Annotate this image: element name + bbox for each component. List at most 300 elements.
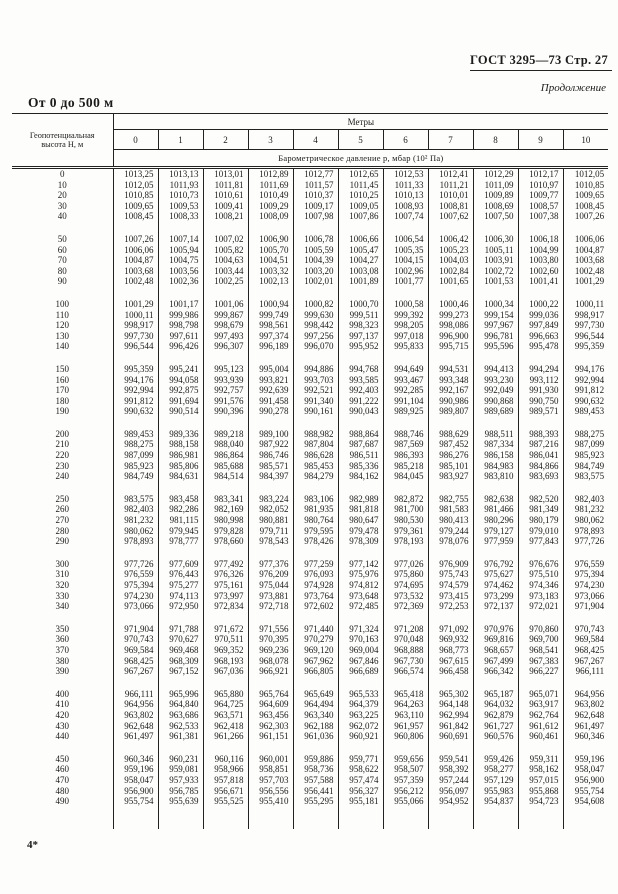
spacer-cell — [473, 612, 518, 624]
height-cell: 480 — [55, 785, 69, 796]
pressure-value-cell: 987,334 — [473, 439, 518, 450]
pressure-value-cell: 995,241 — [158, 364, 203, 375]
pressure-value-cell: 960,346 — [563, 731, 608, 742]
pressure-value-cell: 958,736 — [293, 764, 338, 775]
column-header-8: 8 — [473, 130, 518, 150]
pressure-value-cell: 1000,82 — [293, 299, 338, 310]
pressure-value-cell: 990,750 — [518, 396, 563, 407]
pressure-value-cell: 967,499 — [473, 656, 518, 667]
pressure-value-cell: 996,307 — [203, 341, 248, 352]
pressure-value-cell: 966,921 — [248, 666, 293, 677]
height-cell: 330 — [55, 590, 69, 601]
pressure-value-cell: 955,754 — [563, 786, 608, 797]
spacer-cell — [338, 677, 383, 689]
pressure-value-cell: 994,768 — [338, 364, 383, 375]
pressure-value-cell: 990,632 — [113, 406, 158, 417]
table-row — [12, 310, 608, 321]
table-row — [12, 211, 608, 222]
height-cell: 0 — [60, 169, 65, 179]
pressure-value-cell: 971,904 — [113, 624, 158, 635]
pressure-value-cell: 972,021 — [518, 601, 563, 612]
pressure-value-cell: 988,040 — [203, 439, 248, 450]
pressure-value-cell: 975,510 — [518, 569, 563, 580]
pressure-value-cell: 1010,25 — [338, 190, 383, 201]
column-header-6: 6 — [383, 130, 428, 150]
table-row — [12, 385, 608, 396]
table-row — [12, 786, 608, 797]
pressure-value-cell: 974,230 — [563, 580, 608, 591]
pressure-value-cell: 971,904 — [563, 601, 608, 612]
pressure-value-cell: 955,639 — [158, 796, 203, 807]
pressure-value-cell: 1003,32 — [248, 266, 293, 277]
pressure-value-cell: 955,066 — [383, 796, 428, 807]
pressure-value-cell: 998,798 — [158, 320, 203, 331]
pressure-value-cell: 999,273 — [428, 310, 473, 321]
height-cell — [12, 677, 113, 689]
spacer-cell — [383, 547, 428, 559]
pressure-value-cell: 982,989 — [338, 494, 383, 505]
pressure-value-cell: 1002,72 — [473, 266, 518, 277]
pressure-value-cell: 963,686 — [158, 710, 203, 721]
pressure-value-cell: 996,189 — [248, 341, 293, 352]
spacer-cell — [518, 547, 563, 559]
spacer-cell — [158, 677, 203, 689]
pressure-value-cell: 1002,84 — [428, 266, 473, 277]
pressure-value-cell: 956,900 — [113, 786, 158, 797]
pressure-value-cell: 1001,06 — [203, 299, 248, 310]
pressure-value-cell: 957,703 — [248, 775, 293, 786]
pressure-value-cell: 962,303 — [248, 721, 293, 732]
pressure-value-cell: 955,754 — [113, 796, 158, 807]
pressure-value-cell: 988,275 — [113, 439, 158, 450]
pressure-value-cell: 1006,90 — [248, 234, 293, 245]
pressure-value-cell: 980,413 — [428, 515, 473, 526]
pressure-value-cell: 1007,02 — [203, 234, 248, 245]
pressure-value-cell: 1007,14 — [158, 234, 203, 245]
height-cell — [12, 547, 113, 559]
pressure-value-cell: 1011,93 — [158, 180, 203, 191]
spacer-cell — [473, 742, 518, 754]
pressure-value-cell: 965,187 — [473, 689, 518, 700]
pressure-value-cell: 986,628 — [293, 450, 338, 461]
pressure-value-cell: 976,443 — [158, 569, 203, 580]
spacer-cell — [338, 547, 383, 559]
height-cell: 380 — [55, 655, 69, 666]
pressure-value-cell: 961,036 — [293, 731, 338, 742]
height-cell: 300 — [55, 558, 69, 569]
pressure-value-cell: 994,294 — [518, 364, 563, 375]
pressure-value-cell: 984,749 — [113, 471, 158, 482]
spacer-row — [12, 417, 608, 429]
pressure-value-cell: 979,595 — [293, 526, 338, 537]
pressure-value-cell: 1010,49 — [248, 190, 293, 201]
pressure-value-cell: 1000,70 — [338, 299, 383, 310]
pressure-value-cell: 999,036 — [518, 310, 563, 321]
height-cell: 130 — [55, 330, 69, 341]
pressure-value-cell: 978,893 — [113, 536, 158, 547]
height-cell: 170 — [55, 385, 69, 396]
height-cell: 60 — [57, 244, 67, 255]
pressure-value-cell: 985,336 — [338, 461, 383, 472]
spacer-cell — [563, 612, 608, 624]
pressure-value-cell: 967,267 — [113, 666, 158, 677]
pressure-value-cell: 962,533 — [158, 721, 203, 732]
height-cell: 320 — [55, 580, 69, 590]
pressure-value-cell: 997,137 — [338, 331, 383, 342]
spacer-cell — [563, 742, 608, 754]
pressure-value-cell: 966,227 — [518, 666, 563, 677]
pressure-value-cell: 1000,94 — [248, 299, 293, 310]
pressure-value-cell: 974,462 — [473, 580, 518, 591]
height-cell: 80 — [57, 265, 67, 276]
spacer-cell — [113, 417, 158, 429]
spacer-cell — [203, 417, 248, 429]
pressure-value-cell: 986,981 — [158, 450, 203, 461]
pressure-value-cell: 1010,97 — [518, 180, 563, 191]
pressure-value-cell: 961,957 — [383, 721, 428, 732]
pressure-value-cell: 986,041 — [518, 450, 563, 461]
pressure-value-cell: 1001,89 — [338, 276, 383, 287]
pressure-value-cell: 1009,77 — [518, 190, 563, 201]
pressure-value-cell: 984,983 — [473, 461, 518, 472]
pressure-value-cell: 959,311 — [518, 754, 563, 765]
pressure-value-cell: 987,452 — [428, 439, 473, 450]
pressure-value-cell: 972,369 — [383, 601, 428, 612]
pressure-value-cell: 1011,69 — [248, 180, 293, 191]
pressure-value-cell: 976,209 — [248, 569, 293, 580]
pressure-value-cell: 988,158 — [158, 439, 203, 450]
pressure-value-cell: 978,426 — [293, 536, 338, 547]
pressure-value-cell: 977,259 — [293, 559, 338, 570]
pressure-value-cell: 958,047 — [563, 764, 608, 775]
spacer-cell — [293, 547, 338, 559]
pressure-value-cell: 961,381 — [158, 731, 203, 742]
pressure-value-cell: 990,514 — [158, 406, 203, 417]
pressure-value-cell: 997,018 — [383, 331, 428, 342]
spacer-cell — [158, 807, 203, 829]
pressure-value-cell: 966,111 — [563, 666, 608, 677]
column-header-9: 9 — [518, 130, 563, 150]
pressure-value-cell: 954,723 — [518, 796, 563, 807]
pressure-value-cell: 968,888 — [383, 645, 428, 656]
table-row — [12, 536, 608, 547]
pressure-value-cell: 955,295 — [293, 796, 338, 807]
pressure-value-cell: 959,196 — [113, 764, 158, 775]
pressure-value-cell: 996,781 — [473, 331, 518, 342]
pressure-value-cell: 1005,11 — [473, 245, 518, 256]
height-cell: 230 — [55, 460, 69, 471]
pressure-value-cell: 968,193 — [203, 656, 248, 667]
table-row — [12, 364, 608, 375]
height-cell: 20 — [57, 190, 67, 201]
pressure-value-cell: 954,952 — [428, 796, 473, 807]
height-cell — [12, 222, 113, 234]
pressure-value-cell: 986,393 — [383, 450, 428, 461]
pressure-value-cell: 1004,99 — [518, 245, 563, 256]
pressure-value-cell: 981,349 — [518, 504, 563, 515]
pressure-value-cell: 956,671 — [203, 786, 248, 797]
pressure-value-cell: 962,188 — [293, 721, 338, 732]
height-cell: 220 — [55, 450, 69, 461]
meters-header: Метры — [113, 114, 608, 130]
pressure-value-cell: 961,497 — [113, 731, 158, 742]
height-cell — [12, 482, 113, 494]
spacer-cell — [428, 287, 473, 299]
pressure-value-cell: 1004,03 — [428, 255, 473, 266]
pressure-value-cell: 995,359 — [563, 341, 608, 352]
pressure-value-cell: 976,559 — [563, 559, 608, 570]
pressure-value-cell: 980,764 — [293, 515, 338, 526]
spacer-cell — [338, 612, 383, 624]
pressure-value-cell: 982,520 — [518, 494, 563, 505]
pressure-value-cell: 969,584 — [563, 634, 608, 645]
pressure-value-cell: 1001,65 — [428, 276, 473, 287]
pressure-value-cell: 959,426 — [473, 754, 518, 765]
table-row — [12, 450, 608, 461]
spacer-cell — [248, 547, 293, 559]
pressure-value-cell: 1005,82 — [203, 245, 248, 256]
pressure-value-cell: 993,467 — [383, 375, 428, 386]
pressure-value-cell: 1010,61 — [203, 190, 248, 201]
pressure-value-cell: 984,631 — [158, 471, 203, 482]
pressure-value-cell: 958,162 — [518, 764, 563, 775]
height-cell: 190 — [55, 406, 69, 417]
pressure-value-cell: 996,426 — [158, 341, 203, 352]
pressure-value-cell: 991,340 — [293, 396, 338, 407]
pressure-value-cell: 976,326 — [203, 569, 248, 580]
pressure-value-cell: 985,101 — [428, 461, 473, 472]
table-row — [12, 775, 608, 786]
pressure-value-cell: 967,615 — [428, 656, 473, 667]
pressure-value-cell: 999,630 — [293, 310, 338, 321]
pressure-value-cell: 1008,69 — [473, 201, 518, 212]
pressure-value-cell: 989,689 — [473, 406, 518, 417]
pressure-value-cell: 989,453 — [563, 406, 608, 417]
pressure-value-cell: 955,410 — [248, 796, 293, 807]
height-cell: 470 — [55, 774, 69, 785]
pressure-value-cell: 985,688 — [203, 461, 248, 472]
spacer-cell — [473, 482, 518, 494]
spacer-cell — [203, 742, 248, 754]
table-row — [12, 266, 608, 277]
spacer-cell — [113, 352, 158, 364]
pressure-value-cell: 994,176 — [563, 364, 608, 375]
pressure-value-cell: 997,849 — [518, 320, 563, 331]
pressure-value-cell: 960,461 — [518, 731, 563, 742]
height-cell: 150 — [55, 363, 69, 374]
page-number: Стр. 27 — [565, 53, 608, 67]
table-row — [12, 320, 608, 331]
pressure-value-cell: 1001,77 — [383, 276, 428, 287]
table-row — [12, 710, 608, 721]
spacer-cell — [428, 222, 473, 234]
pressure-value-cell: 1004,51 — [248, 255, 293, 266]
height-cell — [12, 417, 113, 429]
pressure-value-cell: 1007,50 — [473, 211, 518, 222]
pressure-value-cell: 957,588 — [293, 775, 338, 786]
table-row — [12, 569, 608, 580]
pressure-value-cell: 987,922 — [248, 439, 293, 450]
spacer-row — [12, 482, 608, 494]
height-cell: 10 — [57, 179, 67, 190]
pressure-value-cell: 980,530 — [383, 515, 428, 526]
height-cell: 340 — [55, 601, 69, 612]
pressure-value-cell: 972,137 — [473, 601, 518, 612]
pressure-value-cell: 956,556 — [248, 786, 293, 797]
spacer-cell — [293, 612, 338, 624]
table-row — [12, 754, 608, 765]
spacer-cell — [338, 482, 383, 494]
pressure-value-cell: 998,917 — [563, 310, 608, 321]
pressure-value-cell: 977,726 — [113, 559, 158, 570]
pressure-value-cell: 1010,37 — [293, 190, 338, 201]
pressure-value-cell: 1003,20 — [293, 266, 338, 277]
pressure-value-cell: 977,376 — [248, 559, 293, 570]
pressure-value-cell: 965,418 — [383, 689, 428, 700]
pressure-value-cell: 973,415 — [428, 591, 473, 602]
pressure-value-cell: 963,802 — [563, 699, 608, 710]
pressure-value-cell: 981,818 — [338, 504, 383, 515]
table-row — [12, 429, 608, 440]
pressure-value-cell: 958,047 — [113, 775, 158, 786]
pressure-value-cell: 1002,60 — [518, 266, 563, 277]
pressure-value-cell: 1001,29 — [113, 299, 158, 310]
pressure-value-cell: 965,764 — [248, 689, 293, 700]
pressure-value-cell: 992,403 — [338, 385, 383, 396]
table-row — [12, 190, 608, 201]
pressure-value-cell: 986,864 — [203, 450, 248, 461]
height-cell: 140 — [55, 341, 69, 352]
pressure-value-cell: 977,959 — [473, 536, 518, 547]
spacer-cell — [518, 612, 563, 624]
pressure-value-cell: 999,867 — [203, 310, 248, 321]
pressure-value-cell: 1007,86 — [338, 211, 383, 222]
pressure-value-cell: 971,788 — [158, 624, 203, 635]
table-row — [12, 689, 608, 700]
pressure-value-cell: 969,816 — [473, 634, 518, 645]
pressure-value-cell: 1006,66 — [338, 234, 383, 245]
pressure-value-cell: 982,638 — [473, 494, 518, 505]
spacer-cell — [518, 677, 563, 689]
pressure-value-cell: 990,986 — [428, 396, 473, 407]
pressure-value-cell: 1004,39 — [293, 255, 338, 266]
pressure-value-cell: 1010,85 — [113, 190, 158, 201]
pressure-value-cell: 991,576 — [203, 396, 248, 407]
pressure-value-cell: 974,812 — [338, 580, 383, 591]
spacer-cell — [203, 222, 248, 234]
table-row — [12, 526, 608, 537]
pressure-value-cell: 983,458 — [158, 494, 203, 505]
pressure-value-cell: 1000,22 — [518, 299, 563, 310]
pressure-value-cell: 1005,23 — [428, 245, 473, 256]
pressure-value-cell: 970,395 — [248, 634, 293, 645]
pressure-value-cell: 961,727 — [473, 721, 518, 732]
pressure-value-cell: 984,162 — [338, 471, 383, 482]
spacer-cell — [113, 287, 158, 299]
pressure-value-cell: 980,062 — [113, 526, 158, 537]
pressure-value-cell: 955,868 — [518, 786, 563, 797]
spacer-cell — [203, 352, 248, 364]
pressure-value-cell: 989,453 — [113, 429, 158, 440]
table-row — [12, 299, 608, 310]
pressure-value-cell: 995,478 — [518, 341, 563, 352]
pressure-value-cell: 986,511 — [338, 450, 383, 461]
pressure-value-cell: 1006,30 — [473, 234, 518, 245]
pressure-value-cell: 960,806 — [383, 731, 428, 742]
pressure-value-cell: 989,925 — [383, 406, 428, 417]
pressure-value-cell: 998,917 — [113, 320, 158, 331]
spacer-cell — [338, 807, 383, 829]
pressure-value-cell: 998,561 — [248, 320, 293, 331]
pressure-value-cell: 1008,21 — [203, 211, 248, 222]
spacer-cell — [563, 547, 608, 559]
height-cell: 100 — [55, 298, 69, 309]
pressure-value-cell: 989,100 — [248, 429, 293, 440]
height-cell: 430 — [55, 720, 69, 731]
spacer-cell — [113, 547, 158, 559]
pressure-value-cell: 990,043 — [338, 406, 383, 417]
pressure-value-cell: 972,834 — [203, 601, 248, 612]
pressure-value-cell: 971,324 — [338, 624, 383, 635]
pressure-value-cell: 1005,47 — [338, 245, 383, 256]
spacer-cell — [563, 352, 608, 364]
pressure-value-cell: 964,609 — [248, 699, 293, 710]
spacer-row — [12, 742, 608, 754]
table-row — [12, 656, 608, 667]
pressure-value-cell: 978,076 — [428, 536, 473, 547]
pressure-value-cell: 972,950 — [158, 601, 203, 612]
spacer-cell — [338, 417, 383, 429]
spacer-cell — [473, 807, 518, 829]
pressure-value-cell: 1000,11 — [563, 299, 608, 310]
table-row — [12, 634, 608, 645]
pressure-value-cell: 992,875 — [158, 385, 203, 396]
column-header-0: 0 — [113, 130, 158, 150]
height-cell: 420 — [55, 709, 69, 720]
corner-header-line2: высота Н, м — [41, 140, 84, 149]
pressure-value-cell: 963,110 — [383, 710, 428, 721]
pressure-value-cell: 991,694 — [158, 396, 203, 407]
height-cell: 210 — [55, 439, 69, 450]
pressure-value-cell: 962,764 — [518, 710, 563, 721]
pressure-value-cell: 966,458 — [428, 666, 473, 677]
pressure-value-cell: 962,648 — [563, 710, 608, 721]
spacer-cell — [203, 482, 248, 494]
pressure-value-cell: 977,492 — [203, 559, 248, 570]
table-row — [12, 406, 608, 417]
pressure-value-cell: 1003,08 — [338, 266, 383, 277]
pressure-value-cell: 985,453 — [293, 461, 338, 472]
pressure-value-cell: 1009,17 — [293, 201, 338, 212]
pressure-value-cell: 1002,25 — [203, 276, 248, 287]
pressure-value-cell: 976,093 — [293, 569, 338, 580]
table-row — [12, 504, 608, 515]
pressure-value-cell: 958,851 — [248, 764, 293, 775]
pressure-value-cell: 967,962 — [293, 656, 338, 667]
pressure-value-cell: 980,296 — [473, 515, 518, 526]
pressure-value-cell: 966,689 — [338, 666, 383, 677]
pressure-value-cell: 975,743 — [428, 569, 473, 580]
spacer-cell — [113, 677, 158, 689]
pressure-value-cell: 970,279 — [293, 634, 338, 645]
header-rule — [470, 70, 612, 71]
pressure-value-cell: 973,532 — [383, 591, 428, 602]
pressure-value-cell: 1011,33 — [383, 180, 428, 191]
pressure-value-cell: 973,183 — [518, 591, 563, 602]
pressure-value-cell: 971,208 — [383, 624, 428, 635]
height-cell: 290 — [55, 536, 69, 547]
pressure-value-cell: 968,773 — [428, 645, 473, 656]
